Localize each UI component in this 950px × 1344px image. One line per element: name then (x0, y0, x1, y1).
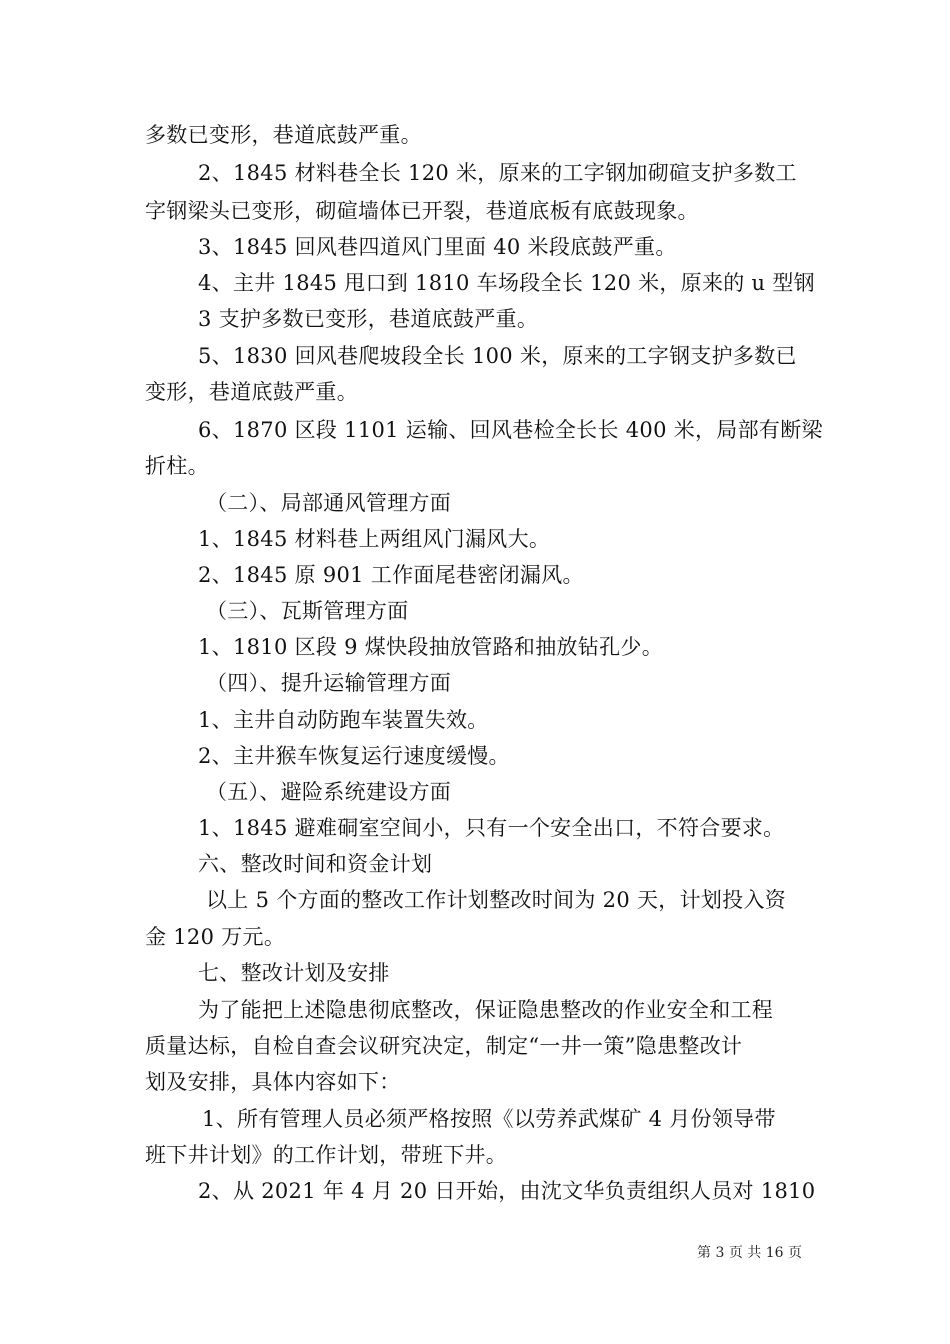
text-line: 1、1810 区段 9 煤快段抽放管路和抽放钻孔少。 (198, 635, 663, 659)
text-line: 1、1845 材料巷上两组风门漏风大。 (198, 527, 551, 551)
text-line: 变形，巷道底鼓严重。 (145, 380, 358, 404)
section-heading: （五）、避险系统建设方面 (206, 780, 452, 804)
text-line: 6、1870 区段 1101 运输、回风巷检全长长 400 米，局部有断梁 (198, 418, 823, 442)
text-line: 为了能把上述隐患彻底整改，保证隐患整改的作业安全和工程 (198, 998, 774, 1022)
text-line: 字钢梁头已变形，砌碹墙体已开裂，巷道底板有底鼓现象。 (145, 199, 699, 223)
text-line: 2、1845 材料巷全长 120 米，原来的工字钢加砌碹支护多数工 (198, 161, 797, 185)
section-heading: （二）、局部通风管理方面 (206, 491, 452, 515)
text-line: 2、主井猴车恢复运行速度缓慢。 (198, 744, 510, 768)
text-line: 1、所有管理人员必须严格按照《以劳养武煤矿 4 月份领导带 (202, 1107, 776, 1131)
section-heading: 七、整改计划及安排 (198, 961, 390, 985)
text-line: 折柱。 (145, 454, 209, 478)
text-line: 2、1845 原 901 工作面尾巷密闭漏风。 (198, 563, 584, 587)
text-line: 划及安排，具体内容如下： (145, 1070, 401, 1094)
page-number-footer: 第 3 页 共 16 页 (697, 1245, 802, 1261)
text-line: 5、1830 回风巷爬坡段全长 100 米，原来的工字钢支护多数已 (198, 344, 797, 368)
text-line: 质量达标，自检自查会议研究决定，制定“一井一策”隐患整改计 (145, 1034, 743, 1058)
text-line: 以上 5 个方面的整改工作计划整改时间为 20 天，计划投入资 (206, 888, 787, 912)
section-heading: 六、整改时间和资金计划 (198, 852, 433, 876)
text-line: 班下井计划》的工作计划，带班下井。 (145, 1143, 508, 1167)
text-line: 4、主井 1845 甩口到 1810 车场段全长 120 米，原来的 u 型钢 (198, 271, 815, 295)
text-line: 1、1845 避难硐室空间小，只有一个安全出口，不符合要求。 (198, 816, 785, 840)
text-line: 3 支护多数已变形，巷道底鼓严重。 (198, 307, 539, 331)
text-line: 2、从 2021 年 4 月 20 日开始，由沈文华负责组织人员对 1810 (198, 1179, 816, 1203)
section-heading: （四）、提升运输管理方面 (206, 671, 452, 695)
text-line: 3、1845 回风巷四道风门里面 40 米段底鼓严重。 (198, 235, 677, 259)
section-heading: （三）、瓦斯管理方面 (206, 599, 409, 623)
text-line: 多数已变形，巷道底鼓严重。 (145, 123, 422, 147)
text-line: 1、主井自动防跑车装置失效。 (198, 708, 489, 732)
text-line: 金 120 万元。 (145, 925, 286, 949)
